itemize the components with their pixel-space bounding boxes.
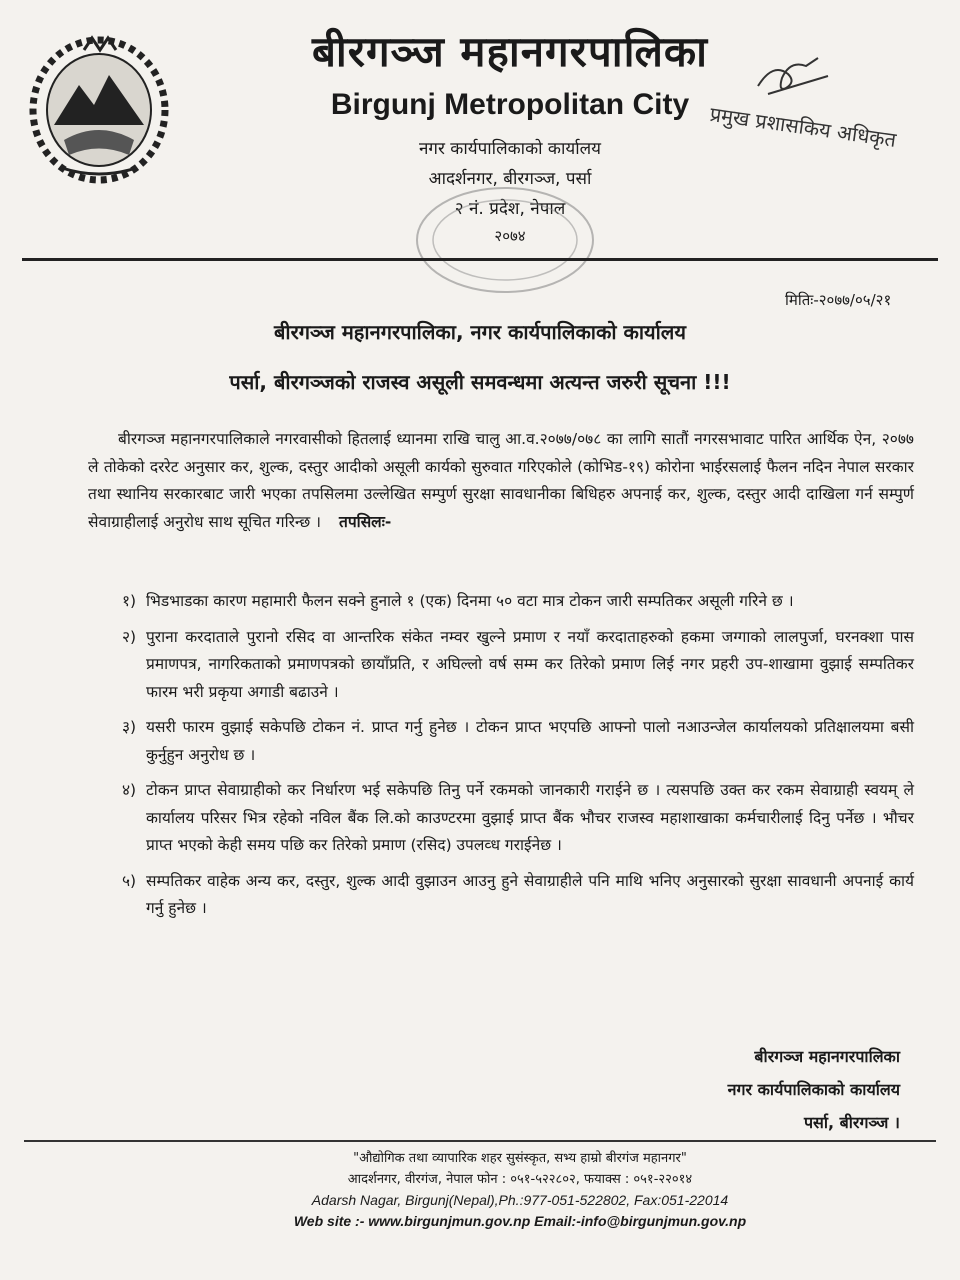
office-stamp-icon <box>410 180 600 300</box>
office-year: २०७४ <box>494 227 526 245</box>
list-item-text: सम्पतिकर वाहेक अन्य कर, दस्तुर, शुल्क आदी वुझाउन आउनु हुने सेवाग्राहीले पनि माथि भनिए अनुसारको सुरक्षा सावधानी अपनाई कार्य गर्नु हुनेछ । <box>146 871 914 917</box>
nepal-emblem-icon <box>24 30 174 190</box>
list-item <box>88 624 914 707</box>
header-divider <box>22 258 938 261</box>
official-designation-handwritten: प्रमुख प्रशासकिय अधिकृत <box>708 101 898 152</box>
list-item-number: ५) <box>122 871 137 890</box>
signature-line-municipality: बीरगञ्ज महानगरपालिका <box>754 1047 900 1066</box>
municipality-name-nepali: बीरगञ्ज महानगरपालिका <box>311 27 709 76</box>
office-province: २ नं. प्रदेश, नेपाल <box>454 199 566 219</box>
list-item <box>88 714 914 769</box>
list-item-text: पुराना करदाताले पुरानो रसिद वा आन्तरिक संकेत नम्वर खुल्ने प्रमाण र नयाँ करदाताहरुको हकमा जग्गाको लालपुर्जा, घरनक्शा पास प्रमाणपत्र, नागरिकताको प्रमाणपत्रको छायाँप्रति, र अघिल्लो वर्ष सम्म कर तिरेको प्रमाण लिई नगर प्रहरी उप-शाखामा वुझाई सम्पतिकर फारम भरी प्रकृया अगाडी बढाउने । <box>146 627 914 701</box>
list-item <box>88 868 914 923</box>
notice-date: मितिः-२०७७/०५/२१ <box>785 291 892 309</box>
office-name: नगर कार्यपालिकाको कार्यालय <box>418 139 602 159</box>
tapsil-label: तपसिलः- <box>339 512 392 531</box>
list-item-number: ३) <box>122 718 137 736</box>
notice-title-line2: पर्सा, बीरगञ्जको राजस्व असूली समवन्धमा अत्यन्त जरुरी सूचना !!! <box>229 370 731 394</box>
notice-intro-paragraph <box>88 426 914 536</box>
list-item <box>88 588 914 616</box>
list-item-number: १) <box>122 592 137 610</box>
office-address: आदर्शनगर, बीरगञ्ज, पर्सा <box>428 169 592 189</box>
signature-line-office: नगर कार्यपालिकाको कार्यालय <box>727 1080 900 1099</box>
footer-contact: Web site :- www.birgunjmun.gov.np Email:-info@birgunjmun.gov.np <box>293 1213 747 1229</box>
signature-line-place: पर्सा, बीरगञ्ज । <box>803 1113 900 1132</box>
footer <box>150 1148 890 1232</box>
list-item-text: भिडभाडका कारण महामारी फैलन सक्ने हुनाले १ (एक) दिनमा ५० वटा मात्र टोकन जारी सम्पतिकर असूली गरिने छ । <box>146 592 794 610</box>
intro-text: बीरगञ्ज महानगरपालिकाले नगरवासीको हितलाई ध्यानमा राखि चालु आ.व.२०७७/०७८ का लागि सातौं नगरसभावाट पारित आर्थिक ऐन, २०७७ ले तोकेको दररेट अनुसार कर, शुल्क, दस्तुर आदीको असूली कार्यको सुरुवात गरिएकोले (कोभिड-१९) कोरोना भाईरसलाई फैलन नदिन नेपाल सरकार तथा स्थानिय सरकारबाट जारी भएका तपसिलमा उल्लेखित सम्पुर्ण सुरक्षा सावधानीका बिधिहरु अपनाई कर, शुल्क, दस्तुर आदी दाखिला गर्न सम्पुर्ण सेवाग्राहीलाई अनुरोध साथ सूचित गरिन्छ । <box>88 430 914 531</box>
signature-block <box>728 1040 900 1139</box>
list-item <box>88 777 914 860</box>
list-item-number: ४) <box>122 781 137 799</box>
notice-items-list <box>88 588 914 931</box>
footer-address-english: Adarsh Nagar, Birgunj(Nepal),Ph.:977-051-522802, Fax:051-22014 <box>311 1192 729 1208</box>
list-item-number: २) <box>122 627 137 646</box>
footer-divider <box>24 1140 936 1142</box>
footer-slogan: "औद्योगिक तथा व्यापारिक शहर सुसंस्कृत, सभ्य हाम्रो बीरगंज महानगर" <box>353 1151 687 1166</box>
list-item-text: टोकन प्राप्त सेवाग्राहीको कर निर्धारण भई सकेपछि तिनु पर्ने रकमको जानकारी गराईने छ । त्यसपछि उक्त कर रकम सेवाग्राही स्वयम् ले कार्यालय परिसर भित्र रहेको नविल बैंक लि.को काउण्टरमा वुझाई प्राप्त बैंक भौचर राजस्व महाशाखाका कर्मचारीलाई दिनु पर्नेछ । भौचर प्राप्त भएको केही समय पछि कर तिरेको प्रमाण (रसिद) उपलव्ध गराईनेछ । <box>146 781 914 854</box>
footer-address-nepali: आदर्शनगर, वीरगंज, नेपाल फोन : ०५१-५२२८०२, फयाक्स : ०५१-२२०१४ <box>347 1172 693 1187</box>
municipality-name-english: Birgunj Metropolitan City <box>330 88 690 121</box>
list-item-text: यसरी फारम वुझाई सकेपछि टोकन नं. प्राप्त गर्नु हुनेछ । टोकन प्राप्त भएपछि आफ्नो पालो नआउन्जेल कार्यालयको प्रतिक्षालयमा बसी कुर्नुहुन अनुरोध छ । <box>146 718 914 764</box>
handwritten-signature-icon <box>748 52 838 100</box>
notice-title-line1: बीरगञ्ज महानगरपालिका, नगर कार्यपालिकाको कार्यालय <box>274 320 686 344</box>
